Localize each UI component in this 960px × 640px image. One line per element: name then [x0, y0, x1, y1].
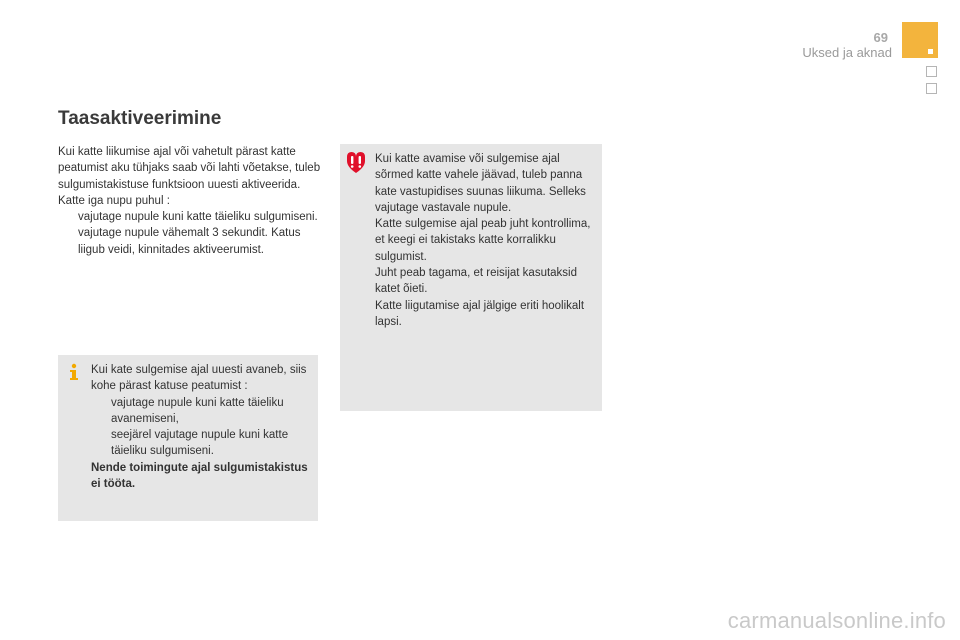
- warning-paragraph: Kui katte avamise või sulgemise ajal sõrmed katte vahele jäävad, tuleb panna kate vastupidises suunas liikuma. Selleks vajutage vastavale nupule.: [375, 153, 586, 214]
- warning-box: [340, 144, 602, 411]
- tab-marker-icon: [928, 49, 933, 54]
- body-text: [58, 144, 328, 258]
- info-icon: [66, 363, 82, 381]
- intro-paragraph: Kui katte liikumise ajal või vahetult pärast katte peatumist aku tühjaks saab või lahti võetakse, tuleb sulgumistakistuse funktsioon uuesti aktiveerida.: [58, 146, 321, 191]
- bullet-icon: [58, 209, 78, 225]
- section-tab-empty[interactable]: [926, 83, 937, 94]
- section-name: Uksed ja aknad: [802, 45, 892, 60]
- bullet-icon: [58, 225, 78, 258]
- section-tab-empty[interactable]: [926, 66, 937, 77]
- info-box: [58, 355, 318, 521]
- warning-paragraph: Katte liigutamise ajal jälgige eriti hoolikalt lapsi.: [375, 299, 585, 328]
- info-emphasis: Nende toimingute ajal sulgumistakistus ei tööta.: [91, 461, 308, 491]
- warning-paragraph: Katte sulgemise ajal peab juht kontrollima, et keegi ei takistaks katte korralikku sulgumist.: [375, 218, 591, 263]
- list-item: vajutage nupule vähemalt 3 sekundit. Katus liigub veidi, kinnitades aktiveerumist.: [58, 225, 328, 258]
- info-intro: Kui kate sulgemise ajal uuesti avaneb, siis kohe pärast katuse peatumist :: [91, 364, 307, 393]
- list-item: seejärel vajutage nupule kuni katte täieliku sulgumiseni.: [91, 427, 311, 460]
- section-tab[interactable]: [902, 22, 938, 58]
- page-number: 69: [873, 30, 888, 45]
- info-text: [91, 362, 311, 492]
- list-item: vajutage nupule kuni katte täieliku sulgumiseni.: [58, 209, 328, 225]
- warning-icon: [346, 152, 366, 174]
- bullet-icon: [91, 427, 111, 460]
- warning-text: [375, 151, 597, 330]
- page-title: Taasaktiveerimine: [58, 108, 222, 129]
- watermark: carmanualsonline.info: [727, 608, 946, 633]
- warning-paragraph: Juht peab tagama, et reisijat kasutaksid katet õieti.: [375, 267, 578, 296]
- list-item: vajutage nupule kuni katte täieliku avanemiseni,: [91, 395, 311, 428]
- lead-paragraph: Katte iga nupu puhul :: [58, 194, 170, 207]
- bullet-icon: [91, 395, 111, 428]
